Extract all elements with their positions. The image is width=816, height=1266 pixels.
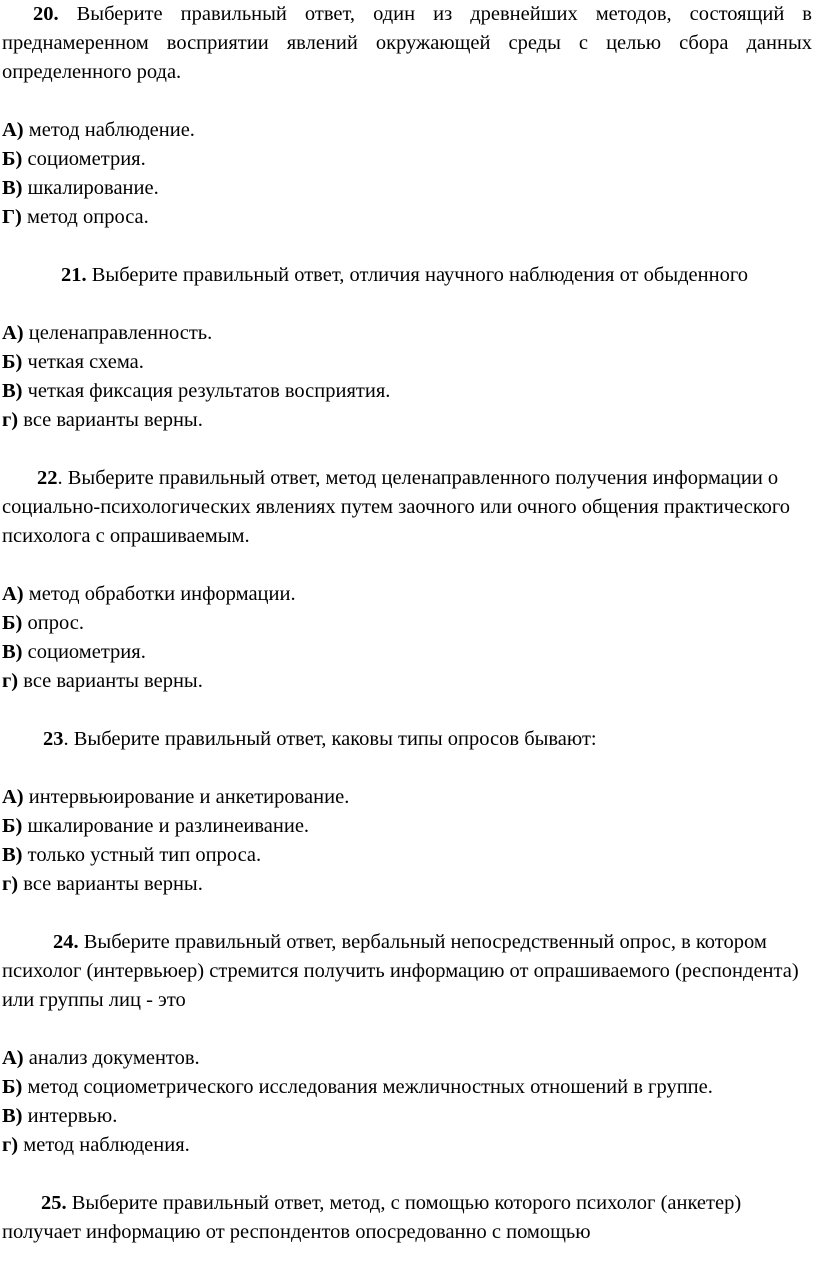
question-number: 23	[43, 728, 64, 750]
answer-option: Б) социометрия.	[2, 148, 146, 170]
option-letter: г)	[2, 409, 19, 431]
question-text: 25. Выберите правильный ответ, метод, с помощью которого психолог (анкетер) получает информацию от респондентов опосредованно с помощью	[2, 1192, 742, 1243]
answer-option: В) шкалирование.	[2, 177, 159, 199]
question-text: 24. Выберите правильный ответ, вербальный непосредственный опрос, в котором психолог (интервьюер) стремится получить информацию от опрашиваемого (респондента) или группы лиц - это	[2, 931, 799, 1011]
question-24	[2, 928, 812, 1160]
answer-option: В) только устный тип опроса.	[2, 844, 262, 866]
option-letter: А)	[2, 583, 24, 605]
question-number: 21.	[61, 264, 87, 286]
answer-options	[2, 116, 812, 232]
question-text: 22. Выберите правильный ответ, метод целенаправленного получения информации о социально-психологических явлениях путем заочного или очного общения практического психолога с опрашиваемым.	[2, 467, 791, 547]
answer-option: В) интервью.	[2, 1105, 118, 1127]
option-letter: А)	[2, 322, 24, 344]
answer-option: В) социометрия.	[2, 641, 146, 663]
option-letter: А)	[2, 786, 24, 808]
option-letter: Б)	[2, 1076, 23, 1098]
option-letter: В)	[2, 641, 23, 663]
option-letter: В)	[2, 177, 23, 199]
answer-option: г) все варианты верны.	[2, 873, 203, 895]
answer-option: Б) метод социометрического исследования межличностных отношений в группе.	[2, 1076, 713, 1098]
answer-option: Б) шкалирование и разлинеивание.	[2, 815, 310, 837]
question-23	[2, 725, 812, 899]
answer-option: г) все варианты верны.	[2, 409, 203, 431]
answer-options	[2, 319, 812, 435]
option-letter: А)	[2, 119, 24, 141]
answer-option: А) метод обработки информации.	[2, 583, 296, 605]
question-number: 24.	[53, 931, 79, 953]
question-21	[2, 261, 812, 435]
question-number: 25.	[41, 1192, 67, 1214]
option-letter: В)	[2, 844, 23, 866]
answer-option: А) анализ документов.	[2, 1047, 200, 1069]
option-letter: Б)	[2, 351, 23, 373]
answer-option: В) четкая фиксация результатов восприятия.	[2, 380, 391, 402]
option-letter: г)	[2, 1134, 19, 1156]
answer-option: Б) четкая схема.	[2, 351, 144, 373]
option-letter: Б)	[2, 612, 23, 634]
question-22	[2, 464, 812, 696]
option-letter: Б)	[2, 148, 23, 170]
option-letter: Б)	[2, 815, 23, 837]
question-20	[2, 0, 812, 232]
question-text: 23. Выберите правильный ответ, каковы типы опросов бывают:	[43, 728, 597, 750]
option-letter: Г)	[2, 206, 22, 228]
answer-option: А) целенаправленность.	[2, 322, 213, 344]
answer-option: Б) опрос.	[2, 612, 84, 634]
question-number: 22	[37, 467, 58, 489]
option-letter: В)	[2, 1105, 23, 1127]
answer-option: А) интервьюирование и анкетирование.	[2, 786, 350, 808]
option-letter: г)	[2, 873, 19, 895]
answer-option: А) метод наблюдение.	[2, 119, 195, 141]
option-letter: А)	[2, 1047, 24, 1069]
question-number: 20.	[33, 3, 59, 25]
option-letter: г)	[2, 670, 19, 692]
answer-options	[2, 1044, 812, 1160]
answer-option: г) метод наблюдения.	[2, 1134, 190, 1156]
option-letter: В)	[2, 380, 23, 402]
question-text: 21. Выберите правильный ответ, отличия научного наблюдения от обыденного	[61, 264, 748, 286]
answer-options	[2, 783, 812, 899]
question-25	[2, 1189, 812, 1247]
answer-option: Г) метод опроса.	[2, 206, 149, 228]
answer-option: г) все варианты верны.	[2, 670, 203, 692]
question-text: 20. Выберите правильный ответ, один из древнейших методов, состоящий в преднамеренном восприятии явлений окружающей среды с целью сбора данных определенного рода.	[2, 3, 812, 83]
answer-options	[2, 580, 812, 696]
document-page	[2, 0, 812, 1247]
